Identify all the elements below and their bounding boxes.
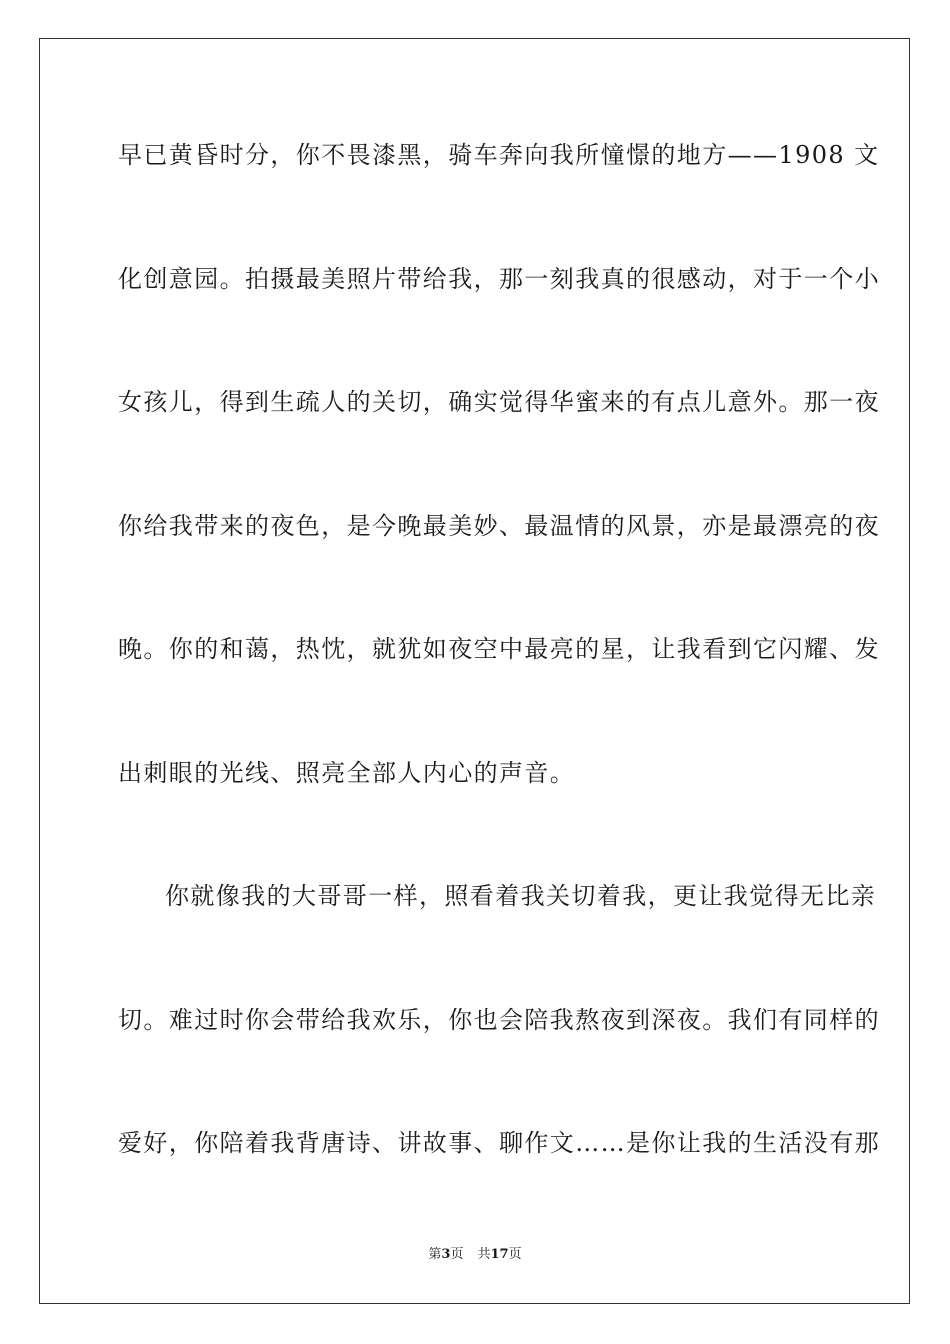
text-line: 爱好，你陪着我背唐诗、讲故事、聊作文……是你让我的生活没有那 xyxy=(118,1129,880,1157)
page-number: 3 xyxy=(441,1247,451,1262)
text-line: 早已黄昏时分，你不畏漆黑，骑车奔向我所憧憬的地方——1908 文 xyxy=(118,141,880,169)
total-prefix: 共 xyxy=(477,1247,491,1262)
text-line: 切。难过时你会带给我欢乐，你也会陪我熬夜到深夜。我们有同样的 xyxy=(118,1005,880,1034)
total-pages: 17 xyxy=(490,1247,509,1262)
page-suffix: 页 xyxy=(450,1247,464,1262)
paragraph-start-line: 你就像我的大哥哥一样，照看着我关切着我，更让我觉得无比亲 xyxy=(165,882,877,910)
document-body xyxy=(118,132,880,1244)
text-line: 你给我带来的夜色，是今晚最美妙、最温情的风景，亦是最漂亮的夜 xyxy=(118,511,880,540)
text-line: 出刺眼的光线、照亮全部人内心的声音。 xyxy=(118,758,576,787)
text-line: 化创意园。拍摄最美照片带给我，那一刻我真的很感动，对于一个小 xyxy=(118,264,880,293)
text-line: 女孩儿，得到生疏人的关切，确实觉得华蜜来的有点儿意外。那一夜 xyxy=(118,388,880,416)
page-footer xyxy=(0,1245,950,1265)
total-suffix: 页 xyxy=(508,1247,522,1262)
text-line: 晚。你的和蔼，热忱，就犹如夜空中最亮的星，让我看到它闪耀、发 xyxy=(118,635,880,663)
page-prefix: 第 xyxy=(428,1247,442,1262)
